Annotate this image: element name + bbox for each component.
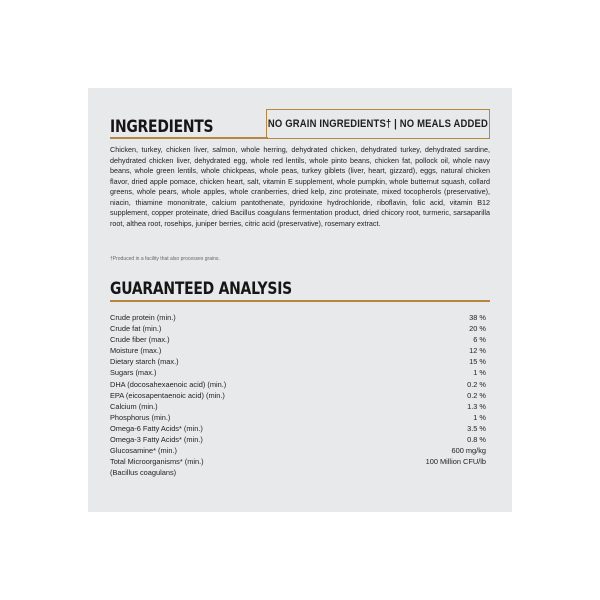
analysis-value: 0.8 % xyxy=(467,435,486,445)
ingredients-list: Chicken, turkey, chicken liver, salmon, whole herring, dehydrated chicken, dehydrated turkey, dehydrated sardine, dehydrated chicken liver, dehydrated egg, whole red lentils, whole pinto beans, chicken fat, pollock oil, whole navy beans, whole green lentils, whole chickpeas, whole peas, turkey giblets (liver, heart, gizzard), eggs, natural chicken flavor, dried apple pomace, chicken heart, salt, vitamin E supplement, whole pumpkin, whole butternut squash, collard greens, whole pears, whole apples, whole cranberries, dried kelp, zinc proteinate, mixed tocopherols (preservative), niacin, thiamine mononitrate, calcium pantothenate, pyridoxine hydrochloride, riboflavin, folic acid, vitamin B12 supplement, copper proteinate, dried Bacillus coagulans fermentation product, dried chicory root, turmeric, sarsaparilla root, althea root, rosehips, juniper berries, citric acid (preservative), rosemary extract. xyxy=(110,145,490,228)
analysis-label: DHA (docosahexaenoic acid) (min.) xyxy=(110,379,227,389)
analysis-label: Crude protein (min.) xyxy=(110,313,176,322)
analysis-row xyxy=(110,412,486,423)
analysis-label: Sugars (max.) xyxy=(110,368,157,378)
analysis-label: Calcium (min.) xyxy=(110,401,158,411)
analysis-label: EPA (eicosapentaenoic acid) (min.) xyxy=(110,390,225,400)
analysis-label: Dietary starch (max.) xyxy=(110,357,179,367)
grain-footnote: †Produced in a facility that also processes grains. xyxy=(110,256,220,262)
analysis-label: Glucosamine* (min.) xyxy=(110,446,177,456)
analysis-divider xyxy=(110,300,490,302)
analysis-label: Total Microorganisms* (min.) (Bacillus coagulans) xyxy=(110,457,204,478)
analysis-label: Phosphorus (min.) xyxy=(110,412,171,422)
analysis-value: 1 % xyxy=(473,412,486,422)
analysis-row xyxy=(110,312,486,323)
analysis-row xyxy=(110,456,486,478)
analysis-value: 3.5 % xyxy=(467,423,486,433)
analysis-label: Crude fat (min.) xyxy=(110,324,162,334)
analysis-label: Crude fiber (max.) xyxy=(110,335,170,345)
analysis-value: 20 % xyxy=(469,324,486,334)
analysis-row xyxy=(110,401,486,412)
analysis-row xyxy=(110,379,486,390)
analysis-value: 600 mg/kg xyxy=(451,446,486,456)
analysis-value: 0.2 % xyxy=(467,390,486,400)
analysis-value: 12 % xyxy=(469,346,486,356)
ingredients-heading: INGREDIENTS xyxy=(110,117,214,137)
no-grain-badge-text: NO GRAIN INGREDIENTS† | NO MEALS ADDED xyxy=(267,118,489,130)
no-grain-badge xyxy=(266,109,490,139)
analysis-row xyxy=(110,390,486,401)
analysis-label: Omega-6 Fatty Acids* (min.) xyxy=(110,423,203,433)
analysis-value: 6 % xyxy=(473,335,486,345)
analysis-row xyxy=(110,445,486,456)
analysis-label: Omega-3 Fatty Acids* (min.) xyxy=(110,435,203,445)
analysis-row xyxy=(110,323,486,334)
ingredients-divider xyxy=(110,137,268,139)
analysis-value: 1.3 % xyxy=(467,401,486,411)
analysis-value: 15 % xyxy=(469,357,486,367)
analysis-value: 0.2 % xyxy=(467,379,486,389)
analysis-value: 38 % xyxy=(469,313,486,322)
analysis-heading: GUARANTEED ANALYSIS xyxy=(110,279,292,299)
analysis-row xyxy=(110,423,486,434)
analysis-row xyxy=(110,356,486,367)
analysis-row xyxy=(110,334,486,345)
analysis-value: 1 % xyxy=(473,368,486,378)
analysis-row xyxy=(110,434,486,445)
analysis-row xyxy=(110,345,486,356)
analysis-label: Moisture (max.) xyxy=(110,346,162,356)
analysis-row xyxy=(110,367,486,378)
guaranteed-analysis-table xyxy=(110,312,486,478)
analysis-value: 100 Million CFU/lb xyxy=(425,457,486,467)
